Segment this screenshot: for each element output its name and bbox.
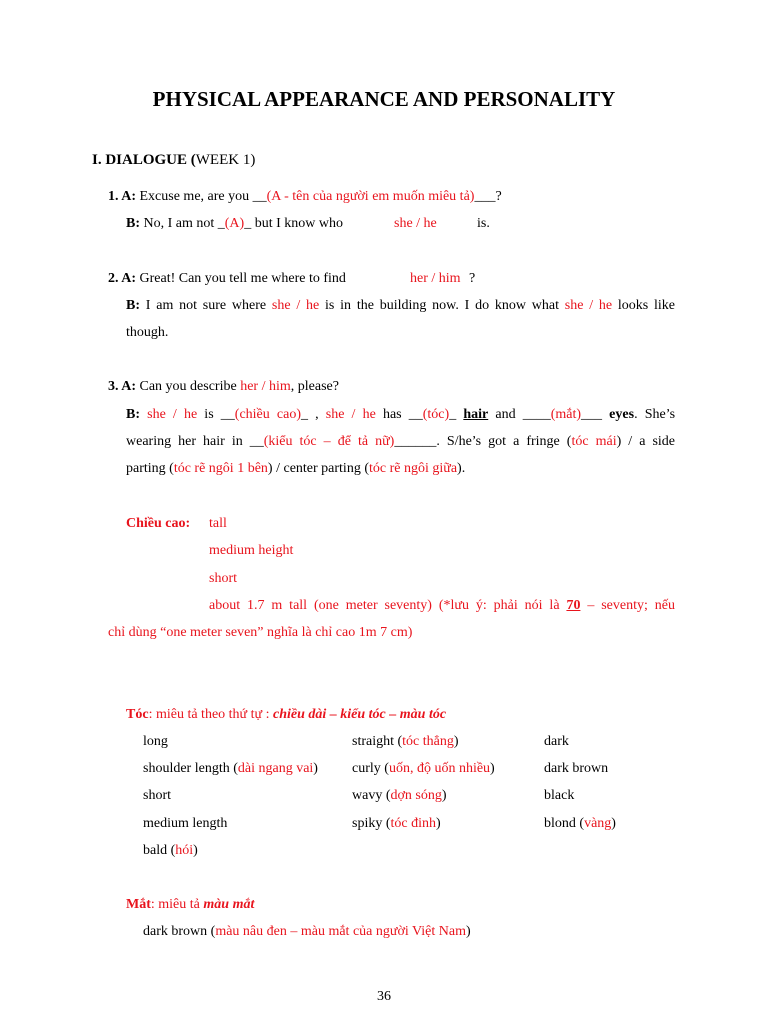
height-item-about-line2: chỉ dùng “one meter seven” nghĩa là chỉ cao 1m 7 cm) — [108, 625, 413, 640]
dialogue-2-a-end: ? — [469, 271, 476, 286]
list-item: wavy (dợn sóng) — [352, 788, 447, 803]
height-item-tall: tall — [209, 516, 227, 531]
list-item: dark — [544, 734, 569, 749]
height-label: Chiều cao: — [126, 516, 191, 531]
dialogue-2-b-line1: B: I am not sure where she / he is in the building now. I do know what she / he looks like — [126, 298, 676, 313]
hair-heading: Tóc: miêu tả theo thứ tự : chiều dài – kiểu tóc – màu tóc — [126, 707, 447, 722]
page-title: PHYSICAL APPEARANCE AND PERSONALITY — [152, 87, 616, 111]
list-item: blond (vàng) — [544, 816, 616, 831]
list-item: medium length — [143, 816, 228, 831]
dialogue-1-b-pronoun: she / he — [394, 216, 437, 231]
eyes-item: dark brown (màu nâu đen – màu mắt của người Việt Nam) — [143, 924, 471, 939]
list-item: curly (uốn, độ uốn nhiều) — [352, 761, 495, 776]
height-item-short: short — [209, 571, 237, 586]
dialogue-1-b-end: is. — [477, 216, 490, 231]
list-item: shoulder length (dài ngang vai) — [143, 761, 318, 776]
list-item: long — [143, 734, 168, 749]
page-number: 36 — [377, 989, 391, 1004]
dialogue-3-a: 3. A: Can you describe her / him, please? — [108, 379, 339, 394]
dialogue-3-b-line3: parting (tóc rẽ ngôi 1 bên) / center parting (tóc rẽ ngôi giữa). — [126, 461, 466, 476]
dialogue-3-b-line2: wearing her hair in __(kiểu tóc – để tả nữ)______. S/he’s got a fringe (tóc mái) / a side — [126, 434, 676, 449]
dialogue-3-b-line1: B: she / he is __(chiều cao)_ , she / he has __(tóc)_ hair and ____(mắt)___ eyes. She’s — [126, 407, 676, 422]
list-item: straight (tóc thẳng) — [352, 734, 459, 749]
dialogue-2-a-pronoun: her / him — [410, 271, 461, 286]
height-item-medium: medium height — [209, 543, 294, 558]
list-item: black — [544, 788, 575, 803]
section-heading: I. DIALOGUE (WEEK 1) — [92, 152, 256, 168]
dialogue-2-a: 2. A: Great! Can you tell me where to find — [108, 271, 346, 286]
list-item: spiky (tóc đinh) — [352, 816, 441, 831]
dialogue-1-b: B: No, I am not _(A)_ but I know who — [126, 216, 343, 231]
eyes-heading: Mắt: miêu tả màu mắt — [126, 897, 255, 912]
dialogue-2-b-line2: though. — [126, 325, 169, 340]
dialogue-1-a: 1. A: Excuse me, are you __(A - tên của người em muốn miêu tả)___? — [108, 189, 502, 204]
height-item-about: about 1.7 m tall (one meter seventy) (*lưu ý: phải nói là 70 – seventy; nếu — [209, 598, 675, 613]
list-item: short — [143, 788, 171, 803]
list-item: bald (hói) — [143, 843, 198, 858]
list-item: dark brown — [544, 761, 609, 776]
